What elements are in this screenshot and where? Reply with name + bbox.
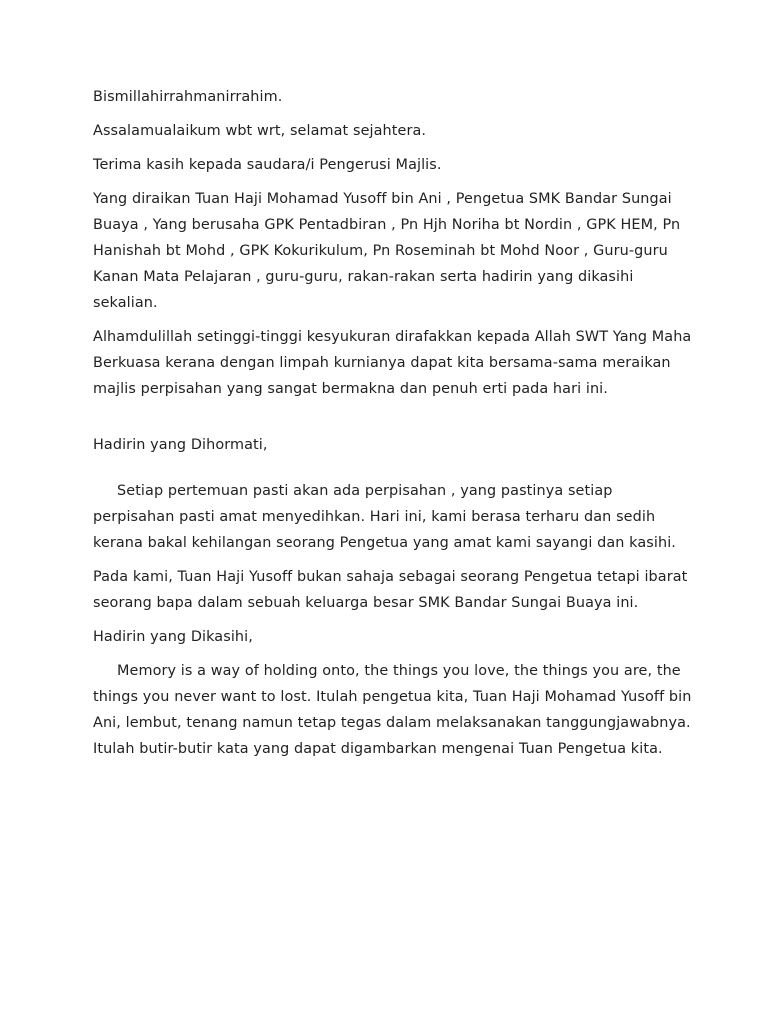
thanks-chairperson: Terima kasih kepada saudara/i Pengerusi Majlis.	[93, 157, 442, 173]
principal-description-paragraph: Pada kami, Tuan Haji Yusoff bukan sahaja sebagai seorang Pengetua tetapi ibarat seorang bapa dalam sebuah keluarga besar SMK Bandar Sungai Buaya ini.	[93, 569, 688, 611]
document-page	[93, 84, 693, 770]
memory-quote-paragraph: Memory is a way of holding onto, the things you love, the things you are, the things you never want to lost. Itulah pengetua kita, Tuan Haji Mohamad Yusoff bin Ani, lembut, tenang namun tetap tegas dalam melaksanakan tanggungjawabnya. Itulah butir-butir kata yang dapat digambarkan mengenai Tuan Pengetua kita.	[93, 663, 692, 757]
gratitude-paragraph: Alhamdulillah setinggi-tinggi kesyukuran dirafakkan kepada Allah SWT Yang Maha Berkuasa kerana dengan limpah kurnianya dapat kita bersama-sama meraikan majlis perpisahan yang sangat bermakna dan penuh erti pada hari ini.	[93, 329, 692, 397]
honoured-guests-paragraph: Yang diraikan Tuan Haji Mohamad Yusoff bin Ani , Pengetua SMK Bandar Sungai Buaya , Yang berusaha GPK Pentadbiran , Pn Hjh Noriha bt Nordin , GPK HEM, Pn Hanishah bt Mohd , GPK Kokurikulum, Pn Roseminah bt Mohd Noor , Guru-guru Kanan Mata Pelajaran , guru-guru, rakan-rakan serta hadirin yang dikasihi sekalian.	[93, 191, 681, 311]
address-heading-dihormati: Hadirin yang Dihormati,	[93, 437, 268, 453]
address-heading-dikasihi: Hadirin yang Dikasihi,	[93, 629, 253, 645]
greeting-bismillah: Bismillahirrahmanirrahim.	[93, 89, 283, 105]
farewell-paragraph: Setiap pertemuan pasti akan ada perpisahan , yang pastinya setiap perpisahan pasti amat menyedihkan. Hari ini, kami berasa terharu dan sedih kerana bakal kehilangan seorang Pengetua yang amat kami sayangi dan kasihi.	[93, 483, 676, 551]
greeting-salam: Assalamualaikum wbt wrt, selamat sejahtera.	[93, 123, 427, 139]
